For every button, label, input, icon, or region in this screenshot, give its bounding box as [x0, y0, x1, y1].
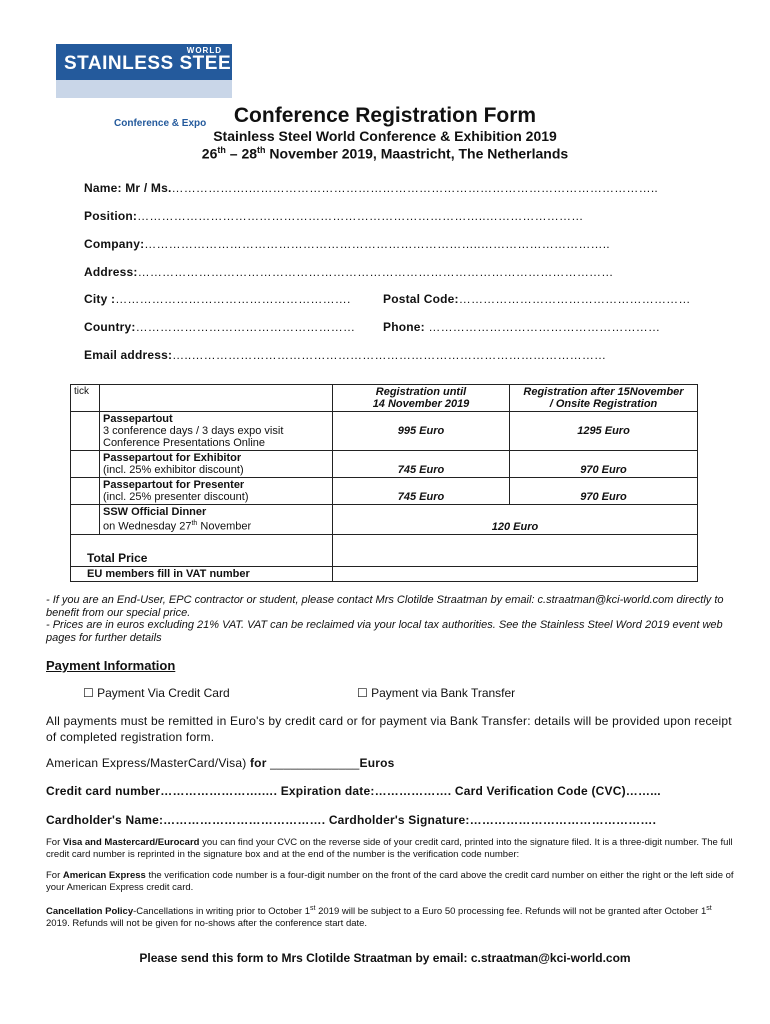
- logo-subtitle: Conference & Expo: [114, 118, 207, 129]
- early-price-header: Registration until 14 November 2019: [333, 385, 510, 412]
- late-price-header: Registration after 15November / Onsite Registration: [510, 385, 698, 412]
- company-field[interactable]: Company:………………………………………………………………………..…………………………..: [84, 237, 610, 251]
- row-presenter: Passepartout for Presenter (incl. 25% presenter discount): [100, 478, 333, 505]
- row-dinner: SSW Official Dinner on Wednesday 27th November: [100, 505, 333, 535]
- tick-box-presenter[interactable]: [71, 478, 100, 505]
- payment-heading: Payment Information: [46, 658, 176, 673]
- tick-box-dinner[interactable]: [71, 505, 100, 535]
- email-field[interactable]: Email address:…..…………………………………………………………………………………………: [84, 348, 607, 362]
- row-exhibitor: Passepartout for Exhibitor (incl. 25% exhibitor discount): [100, 451, 333, 478]
- amex-info: For American Express the verification code number is a four-digit number on the front of the card above the credit card number on either the right or the left side of your American Express credit card.: [46, 870, 734, 893]
- address-field[interactable]: Address:………………………………………………………………………………………………………: [84, 265, 614, 279]
- price-late: 970 Euro: [510, 451, 698, 478]
- vat-label: EU members fill in VAT number: [71, 566, 333, 581]
- price-late: 970 Euro: [510, 478, 698, 505]
- price-early: 745 Euro: [333, 478, 510, 505]
- credit-card-line[interactable]: Credit card number…………………….…. Expiration date:………………. Card Verification Code (CVC)……...: [46, 784, 661, 798]
- vat-number-field[interactable]: [333, 566, 698, 581]
- submission-instruction: Please send this form to Mrs Clotilde Straatman by email: c.straatman@kci-world.com: [139, 951, 631, 965]
- price-early: 995 Euro: [333, 412, 510, 451]
- row-passepartout: Passepartout 3 conference days / 3 days expo visit Conference Presentations Online: [100, 412, 333, 451]
- country-field[interactable]: Country:………………………………………………: [84, 320, 356, 334]
- position-field[interactable]: Position:…………………………………………………………………………..……………………: [84, 209, 584, 223]
- page-title: Conference Registration Form: [233, 104, 537, 127]
- total-price-label: Total Price: [71, 534, 333, 566]
- logo-name: STAINLESS STEEL: [64, 53, 244, 74]
- credit-card-option[interactable]: ☐ Payment Via Credit Card: [83, 686, 230, 700]
- postal-code-field[interactable]: Postal Code:…………………………………………………: [383, 292, 691, 306]
- vat-note: - Prices are in euros excluding 21% VAT. VAT can be reclaimed via your local tax authorities. See the Stainless Steel Word 2019 event web pages for further details: [46, 619, 723, 644]
- end-user-note: - If you are an End-User, EPC contractor or student, please contact Mrs Clotilde Straatman by email: c.straatman@kci-world.com directly to benefit from our special price.: [46, 594, 724, 619]
- logo: [56, 44, 244, 129]
- city-field[interactable]: City :………………………………………………….: [84, 292, 351, 306]
- visa-info: For Visa and Mastercard/Eurocard you can find your CVC on the reverse side of your credit card, printed into the signature filed. It is a three-digit number. The full credit card number is reprinted in the signature box and at the end of the number is the verification code number:: [46, 837, 733, 860]
- registration-table: [70, 384, 698, 582]
- cancellation-policy: Cancellation Policy-Cancellations in writing prior to October 1st 2019 will be subject to a Euro 50 processing fee. Refunds will not be granted after October 1st 2019. Refunds will not be given for no-shows after the conference start date.: [46, 905, 712, 930]
- price-late: 1295 Euro: [510, 412, 698, 451]
- bank-transfer-option[interactable]: ☐ Payment via Bank Transfer: [357, 686, 516, 700]
- price-early: 745 Euro: [333, 451, 510, 478]
- total-price-value[interactable]: [333, 534, 698, 566]
- event-name: Stainless Steel World Conference & Exhibition 2019: [213, 128, 557, 144]
- remittance-text: All payments must be remitted in Euro's by credit card or for payment via Bank Transfer: details will be provided upon receipt of completed registration form.: [46, 714, 732, 744]
- tick-box-exhibitor[interactable]: [71, 451, 100, 478]
- tick-box-passepartout[interactable]: [71, 412, 100, 451]
- cardholder-line[interactable]: Cardholder's Name:…………………………………. Cardholder's Signature:……………………………………….: [46, 813, 657, 827]
- checkbox-icon[interactable]: ☐: [357, 686, 368, 700]
- tick-header: tick: [71, 385, 100, 412]
- price-dinner: 120 Euro: [333, 505, 698, 535]
- amount-line[interactable]: American Express/MasterCard/Visa) for _____________Euros: [46, 756, 395, 770]
- name-field[interactable]: Name: Mr / Ms.……………….………………………………………………………………………………………..: [84, 181, 658, 195]
- checkbox-icon[interactable]: ☐: [83, 686, 94, 700]
- logo-world: WORLD: [186, 46, 222, 55]
- event-dates: 26th – 28th November 2019, Maastricht, The Netherlands: [201, 145, 569, 162]
- phone-field[interactable]: Phone: …………………………………………………: [383, 320, 661, 334]
